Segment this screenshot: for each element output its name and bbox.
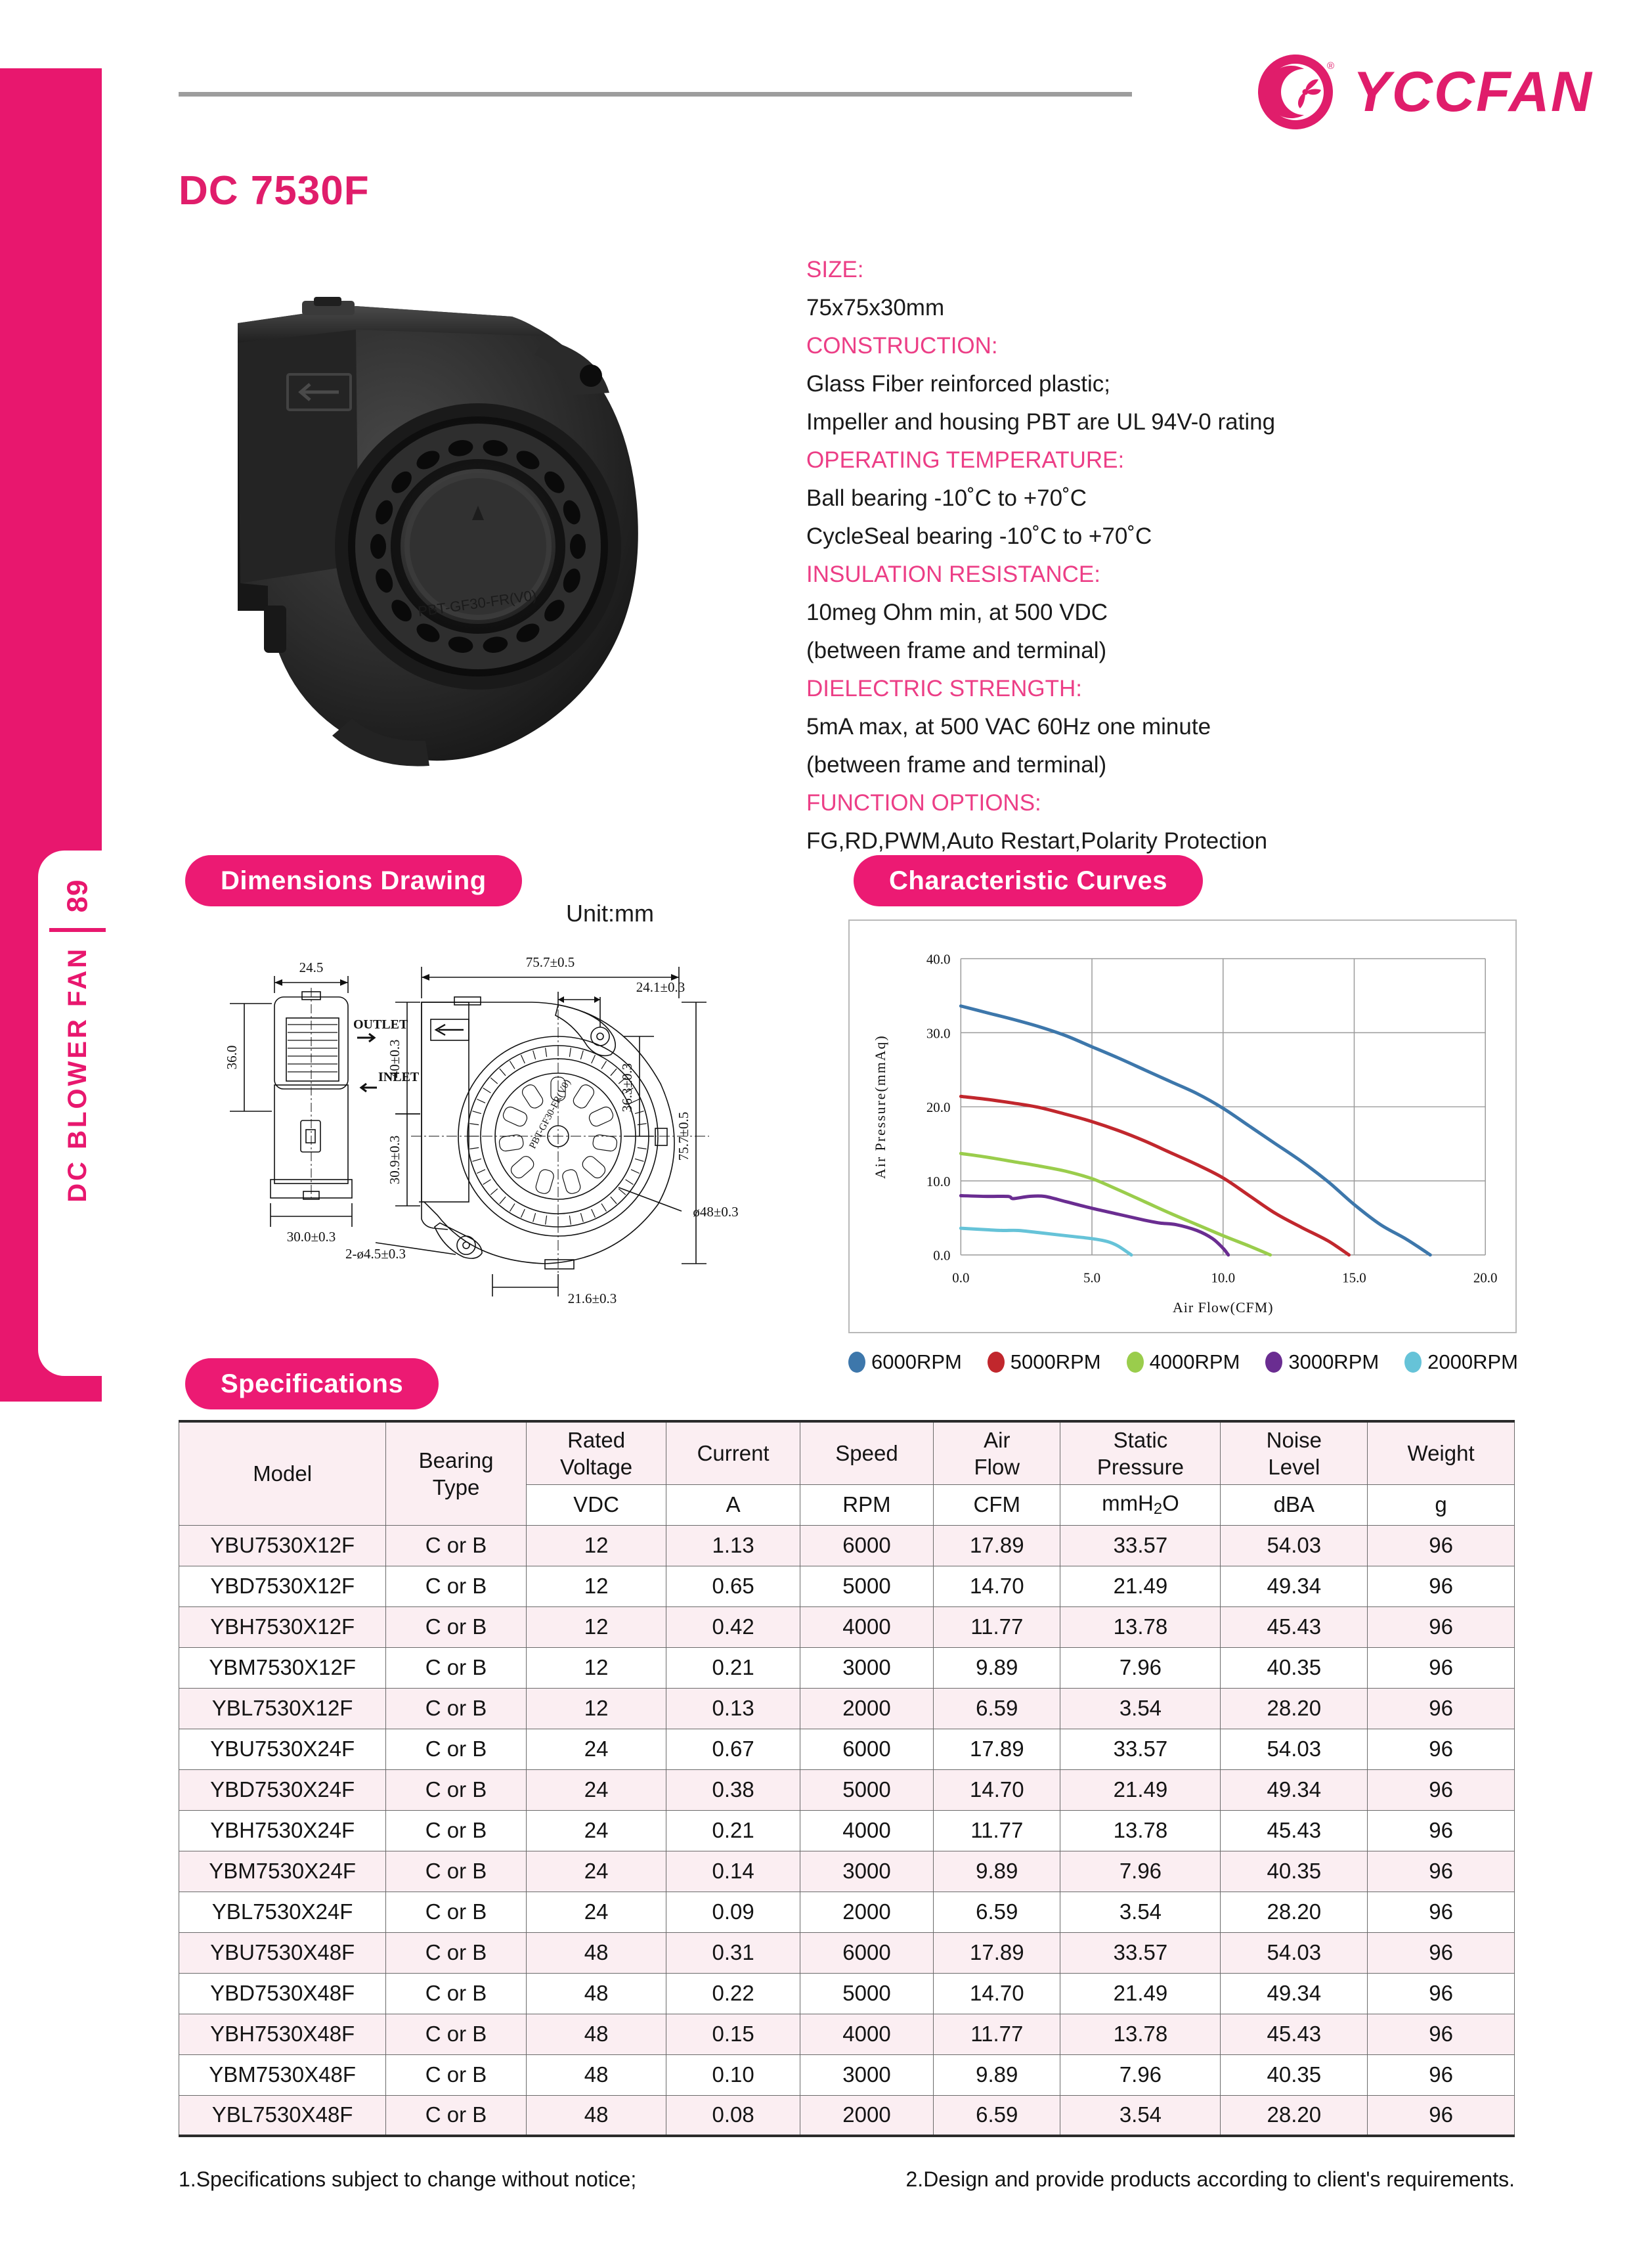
table-row	[179, 1892, 1515, 1932]
table-cell: 11.77	[934, 1606, 1060, 1647]
dim-mount-x: 24.1±0.3	[636, 979, 685, 995]
legend-item	[1265, 1350, 1379, 1374]
table-cell: YBL7530X12F	[179, 1688, 386, 1729]
legend-color-dot	[1404, 1352, 1422, 1373]
table-row	[179, 2095, 1515, 2136]
table-cell: C or B	[386, 1688, 527, 1729]
label-inlet: INLET	[378, 1070, 420, 1084]
dim-bottom-hole: 21.6±0.3	[567, 1291, 617, 1306]
specifications-table	[179, 1420, 1515, 2137]
table-row	[179, 1606, 1515, 1647]
table-cell: YBD7530X12F	[179, 1566, 386, 1606]
footer-note-left: 1.Specifications subject to change without notice;	[179, 2167, 637, 2191]
table-row	[179, 1525, 1515, 1566]
table-cell: C or B	[386, 1769, 527, 1810]
table-cell: 96	[1368, 1729, 1515, 1769]
table-cell: 0.31	[666, 1932, 800, 1973]
section-heading-specifications: Specifications	[185, 1358, 439, 1409]
table-col-header: Weight	[1368, 1421, 1515, 1484]
table-cell: 28.20	[1221, 1688, 1368, 1729]
table-cell: YBU7530X12F	[179, 1525, 386, 1566]
table-cell: 54.03	[1221, 1525, 1368, 1566]
table-cell: 48	[526, 2095, 666, 2136]
specifications-text-block	[806, 251, 1496, 860]
table-cell: 48	[526, 1973, 666, 2014]
chart-x-tick: 15.0	[1342, 1270, 1366, 1286]
chart-x-axis-label: Air Flow(CFM)	[1172, 1300, 1274, 1316]
table-col-unit: A	[666, 1484, 800, 1525]
table-cell: YBD7530X24F	[179, 1769, 386, 1810]
table-cell: 48	[526, 2014, 666, 2054]
chart-y-axis-label: Air Pressure(mmAq)	[872, 1034, 888, 1180]
table-cell: 4000	[800, 1606, 933, 1647]
table-cell: C or B	[386, 1606, 527, 1647]
dim-top-height: 75.7±0.5	[676, 1111, 691, 1161]
table-cell: 0.08	[666, 2095, 800, 2136]
table-col-unit: RPM	[800, 1484, 933, 1525]
table-cell: 7.96	[1060, 2054, 1221, 2095]
table-cell: 54.03	[1221, 1932, 1368, 1973]
dim-side-width: 24.5	[299, 960, 324, 975]
table-cell: C or B	[386, 1647, 527, 1688]
table-cell: 96	[1368, 1688, 1515, 1729]
table-cell: 96	[1368, 2054, 1515, 2095]
table-cell: 96	[1368, 1973, 1515, 2014]
spec-line: (between frame and terminal)	[806, 752, 1107, 778]
table-cell: 2000	[800, 1688, 933, 1729]
table-cell: 0.10	[666, 2054, 800, 2095]
table-row	[179, 1729, 1515, 1769]
legend-color-dot	[988, 1352, 1005, 1373]
sidebar	[38, 851, 117, 1376]
table-cell: 24	[526, 1851, 666, 1892]
table-cell: 17.89	[934, 1525, 1060, 1566]
legend-color-dot	[1127, 1352, 1144, 1373]
table-cell: 96	[1368, 1525, 1515, 1566]
table-cell: 96	[1368, 2014, 1515, 2054]
product-photo	[204, 282, 663, 775]
table-cell: 33.57	[1060, 1525, 1221, 1566]
dim-outlet-width: 40±0.3	[387, 1039, 402, 1078]
table-cell: 96	[1368, 1647, 1515, 1688]
table-cell: 0.21	[666, 1810, 800, 1851]
spec-line: FG,RD,PWM,Auto Restart,Polarity Protection	[806, 828, 1268, 854]
table-cell: 17.89	[934, 1729, 1060, 1769]
spec-heading: FUNCTION OPTIONS:	[806, 790, 1041, 816]
unit-label: Unit:mm	[566, 900, 654, 927]
spec-line: Glass Fiber reinforced plastic;	[806, 371, 1110, 397]
label-outlet: OUTLET	[353, 1017, 408, 1032]
chart-series-4000rpm	[961, 1153, 1270, 1255]
table-cell: 33.57	[1060, 1932, 1221, 1973]
table-cell: 24	[526, 1769, 666, 1810]
page-number-rule	[49, 928, 106, 932]
table-cell: 33.57	[1060, 1729, 1221, 1769]
table-cell: 48	[526, 2054, 666, 2095]
dim-top-width: 75.7±0.5	[525, 954, 575, 970]
table-cell: YBL7530X24F	[179, 1892, 386, 1932]
table-row	[179, 2014, 1515, 2054]
table-col-header: Static Pressure	[1060, 1421, 1221, 1484]
spec-heading: INSULATION RESISTANCE:	[806, 562, 1100, 587]
chart-x-tick: 0.0	[952, 1270, 970, 1286]
header-divider	[179, 92, 1132, 97]
spec-line: 10meg Ohm min, at 500 VDC	[806, 600, 1108, 625]
legend-label: 6000RPM	[871, 1350, 962, 1373]
dim-hole-spec: 2-ø4.5±0.3	[345, 1246, 406, 1262]
table-cell: 96	[1368, 1769, 1515, 1810]
table-col-header: Speed	[800, 1421, 933, 1484]
table-cell: 2000	[800, 1892, 933, 1932]
page-number: 89	[60, 879, 93, 913]
table-cell: 3.54	[1060, 1688, 1221, 1729]
legend-item	[1404, 1350, 1518, 1374]
chart-x-tick: 5.0	[1083, 1270, 1101, 1286]
legend-color-dot	[848, 1352, 865, 1373]
table-cell: 12	[526, 1688, 666, 1729]
table-cell: 21.49	[1060, 1973, 1221, 2014]
table-row	[179, 1851, 1515, 1892]
legend-color-dot	[1265, 1352, 1282, 1373]
spec-line: (between frame and terminal)	[806, 638, 1107, 663]
table-cell: 28.20	[1221, 2095, 1368, 2136]
table-cell: 0.14	[666, 1851, 800, 1892]
table-cell: 14.70	[934, 1566, 1060, 1606]
table-cell: 45.43	[1221, 1810, 1368, 1851]
table-cell: C or B	[386, 1729, 527, 1769]
table-cell: 96	[1368, 2095, 1515, 2136]
table-col-unit: mmH$_2$O	[1060, 1484, 1221, 1525]
table-col-header: Model	[179, 1421, 386, 1525]
chart-x-tick: 20.0	[1473, 1270, 1498, 1286]
chart-series-2000rpm	[961, 1228, 1131, 1255]
spec-heading: CONSTRUCTION:	[806, 333, 998, 359]
table-cell: C or B	[386, 1973, 527, 2014]
characteristic-curves-chart	[848, 919, 1517, 1333]
table-cell: 0.65	[666, 1566, 800, 1606]
table-cell: C or B	[386, 1932, 527, 1973]
table-row	[179, 2054, 1515, 2095]
table-cell: 5000	[800, 1769, 933, 1810]
table-cell: 12	[526, 1525, 666, 1566]
table-cell: 12	[526, 1566, 666, 1606]
spec-line: CycleSeal bearing -10˚C to +70˚C	[806, 523, 1152, 549]
chart-series-6000rpm	[961, 1006, 1430, 1255]
table-cell: 24	[526, 1729, 666, 1769]
table-cell: YBM7530X48F	[179, 2054, 386, 2095]
svg-text:PBT-GF30-FR(V0): PBT-GF30-FR(V0)	[527, 1078, 573, 1151]
table-cell: C or B	[386, 1851, 527, 1892]
dim-mount-y: 36.3±0.3	[619, 1063, 635, 1113]
table-row	[179, 1973, 1515, 2014]
chart-y-tick: 0.0	[933, 1247, 951, 1264]
table-cell: YBH7530X48F	[179, 2014, 386, 2054]
table-head	[179, 1421, 1515, 1525]
table-col-unit: g	[1368, 1484, 1515, 1525]
spec-heading: SIZE:	[806, 257, 864, 282]
table-col-header: Bearing Type	[386, 1421, 527, 1525]
table-col-unit: CFM	[934, 1484, 1060, 1525]
table-cell: 49.34	[1221, 1566, 1368, 1606]
spec-line: 75x75x30mm	[806, 295, 945, 321]
table-cell: 5000	[800, 1973, 933, 2014]
table-header-row	[179, 1421, 1515, 1484]
spec-line: 5mA max, at 500 VAC 60Hz one minute	[806, 714, 1211, 740]
legend-item	[1127, 1350, 1240, 1374]
table-row	[179, 1566, 1515, 1606]
table-cell: 24	[526, 1892, 666, 1932]
chart-series-3000rpm	[961, 1196, 1228, 1255]
table-cell: 45.43	[1221, 2014, 1368, 2054]
chart-y-tick: 20.0	[926, 1099, 951, 1116]
table-cell: YBU7530X48F	[179, 1932, 386, 1973]
table-cell: 7.96	[1060, 1851, 1221, 1892]
table-cell: 2000	[800, 2095, 933, 2136]
table-cell: 9.89	[934, 2054, 1060, 2095]
table-cell: YBU7530X24F	[179, 1729, 386, 1769]
table-cell: 0.42	[666, 1606, 800, 1647]
table-cell: 17.89	[934, 1932, 1060, 1973]
table-cell: 12	[526, 1647, 666, 1688]
table-cell: C or B	[386, 1525, 527, 1566]
table-cell: 0.21	[666, 1647, 800, 1688]
sidebar-category-label: DC BLOWER FAN	[62, 946, 92, 1203]
brand-name: YCCFAN	[1353, 60, 1593, 123]
table-cell: 96	[1368, 1851, 1515, 1892]
table-cell: 40.35	[1221, 1851, 1368, 1892]
spec-heading: DIELECTRIC STRENGTH:	[806, 676, 1083, 701]
table-cell: 6000	[800, 1525, 933, 1566]
table-cell: 0.09	[666, 1892, 800, 1932]
table-cell: 40.35	[1221, 2054, 1368, 2095]
table-col-header: Air Flow	[934, 1421, 1060, 1484]
table-cell: 3000	[800, 2054, 933, 2095]
table-cell: 96	[1368, 1810, 1515, 1851]
table-row	[179, 1647, 1515, 1688]
legend-item	[988, 1350, 1101, 1374]
table-cell: 4000	[800, 1810, 933, 1851]
table-cell: 45.43	[1221, 1606, 1368, 1647]
table-cell: YBM7530X12F	[179, 1647, 386, 1688]
table-cell: 13.78	[1060, 1810, 1221, 1851]
table-cell: YBM7530X24F	[179, 1851, 386, 1892]
svg-text:®: ®	[1327, 60, 1335, 72]
table-row	[179, 1688, 1515, 1729]
spec-line: Ball bearing -10˚C to +70˚C	[806, 485, 1087, 511]
table-cell: 21.49	[1060, 1769, 1221, 1810]
table-cell: 11.77	[934, 1810, 1060, 1851]
section-heading-dimensions: Dimensions Drawing	[185, 855, 522, 906]
table-cell: YBL7530X48F	[179, 2095, 386, 2136]
chart-y-tick: 40.0	[926, 951, 951, 967]
table-cell: 5000	[800, 1566, 933, 1606]
table-cell: 6.59	[934, 1688, 1060, 1729]
table-cell: YBH7530X24F	[179, 1810, 386, 1851]
table-cell: 14.70	[934, 1769, 1060, 1810]
table-cell: 4000	[800, 2014, 933, 2054]
table-cell: C or B	[386, 1566, 527, 1606]
table-col-header: Rated Voltage	[526, 1421, 666, 1484]
table-cell: C or B	[386, 2014, 527, 2054]
legend-item	[848, 1350, 962, 1374]
table-cell: 1.13	[666, 1525, 800, 1566]
footer-notes	[179, 2167, 1515, 2192]
table-cell: 13.78	[1060, 2014, 1221, 2054]
table-col-header: Noise Level	[1221, 1421, 1368, 1484]
legend-label: 2000RPM	[1427, 1350, 1518, 1373]
table-cell: 48	[526, 1932, 666, 1973]
spec-line: Impeller and housing PBT are UL 94V-0 rating	[806, 409, 1276, 435]
footer-note-right: 2.Design and provide products according to client's requirements.	[905, 2167, 1515, 2191]
dim-side-depth: 30.0±0.3	[286, 1229, 336, 1245]
table-cell: 6.59	[934, 1892, 1060, 1932]
chart-y-tick: 30.0	[926, 1025, 951, 1042]
table-row	[179, 1769, 1515, 1810]
dim-side-height: 36.0	[224, 1045, 240, 1070]
table-cell: 40.35	[1221, 1647, 1368, 1688]
table-row	[179, 1932, 1515, 1973]
chart-y-tick: 10.0	[926, 1173, 951, 1189]
brand-logo	[1253, 49, 1593, 135]
table-cell: C or B	[386, 1892, 527, 1932]
table-cell: 0.15	[666, 2014, 800, 2054]
specifications-table-wrapper	[179, 1420, 1515, 2137]
table-cell: C or B	[386, 2095, 527, 2136]
table-cell: 0.13	[666, 1688, 800, 1729]
table-cell: 12	[526, 1606, 666, 1647]
table-cell: 0.22	[666, 1973, 800, 2014]
table-cell: 3000	[800, 1647, 933, 1688]
table-col-unit: VDC	[526, 1484, 666, 1525]
table-cell: YBH7530X12F	[179, 1606, 386, 1647]
legend-label: 4000RPM	[1149, 1350, 1240, 1373]
section-heading-curves: Characteristic Curves	[854, 855, 1203, 906]
table-cell: 49.34	[1221, 1973, 1368, 2014]
table-cell: 6.59	[934, 2095, 1060, 2136]
table-cell: YBD7530X48F	[179, 1973, 386, 2014]
table-cell: 28.20	[1221, 1892, 1368, 1932]
table-cell: 9.89	[934, 1647, 1060, 1688]
table-cell: 0.38	[666, 1769, 800, 1810]
table-cell: 54.03	[1221, 1729, 1368, 1769]
table-cell: 49.34	[1221, 1769, 1368, 1810]
table-cell: 3.54	[1060, 1892, 1221, 1932]
yccfan-logo-icon	[1253, 49, 1338, 135]
dim-impeller-dia: ø48±0.3	[693, 1204, 739, 1220]
spec-heading: OPERATING TEMPERATURE:	[806, 447, 1125, 473]
legend-label: 5000RPM	[1010, 1350, 1101, 1373]
table-cell: C or B	[386, 2054, 527, 2095]
table-cell: 6000	[800, 1729, 933, 1769]
dim-outlet-offset: 30.9±0.3	[387, 1135, 402, 1185]
table-col-unit: dBA	[1221, 1484, 1368, 1525]
table-cell: 96	[1368, 1932, 1515, 1973]
table-cell: 96	[1368, 1606, 1515, 1647]
table-col-header: Current	[666, 1421, 800, 1484]
table-cell: 3.54	[1060, 2095, 1221, 2136]
legend-label: 3000RPM	[1288, 1350, 1380, 1373]
photo-embossed-text: PBT-GF30-FR(V0)	[417, 587, 538, 620]
table-cell: 7.96	[1060, 1647, 1221, 1688]
table-cell: 9.89	[934, 1851, 1060, 1892]
page-title: DC 7530F	[179, 168, 370, 213]
table-cell: 96	[1368, 1566, 1515, 1606]
table-body	[179, 1525, 1515, 2136]
table-cell: 3000	[800, 1851, 933, 1892]
table-cell: 21.49	[1060, 1566, 1221, 1606]
table-cell: 6000	[800, 1932, 933, 1973]
chart-legend	[848, 1350, 1518, 1374]
dimensions-drawing	[190, 919, 834, 1330]
table-cell: 0.67	[666, 1729, 800, 1769]
chart-x-tick: 10.0	[1211, 1270, 1236, 1286]
table-cell: 96	[1368, 1892, 1515, 1932]
table-cell: 11.77	[934, 2014, 1060, 2054]
table-cell: 24	[526, 1810, 666, 1851]
table-cell: 13.78	[1060, 1606, 1221, 1647]
table-row	[179, 1810, 1515, 1851]
table-cell: 14.70	[934, 1973, 1060, 2014]
table-cell: C or B	[386, 1810, 527, 1851]
